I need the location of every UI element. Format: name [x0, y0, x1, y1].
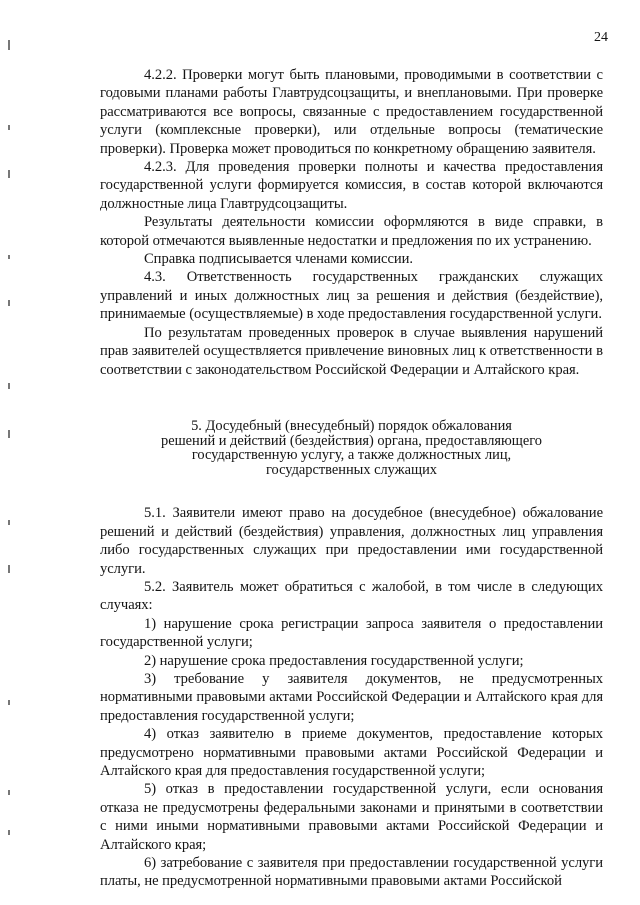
- list-item-2: 2) нарушение срока предоставления государственной услуги;: [144, 652, 524, 669]
- scan-mark: [8, 170, 10, 178]
- list-item-4: 4) отказ заявителю в приеме документов, предоставление которых предусмотрено нормативными правовыми актами Российской Федерации и Алтайского края для предоставления государственной услуги;: [100, 726, 603, 779]
- list-item-1: 1) нарушение срока регистрации запроса заявителя о предоставлении государственной услуги;: [100, 615, 603, 651]
- document-body: [100, 66, 603, 891]
- scan-mark: [8, 383, 10, 389]
- paragraph-4-2-3: 4.2.3. Для проведения проверки полноты и качества предоставления государственной услуги формируется комиссия, в состав которой включаются должностные лица Главтрудсоцзащиты.: [100, 159, 603, 212]
- paragraph-commission-results: Результаты деятельности комиссии оформляются в виде справки, в которой отмечаются выявленные недостатки и предложения по их устранению.: [100, 214, 603, 249]
- scan-mark: [8, 790, 10, 795]
- scan-mark: [8, 700, 10, 705]
- paragraph-4-3: 4.3. Ответственность государственных гражданских служащих управлений и иных должностных лиц за решения и действия (бездействие), принимаемые (осуществляемые) в ходе предоставления государственной услуги.: [100, 269, 603, 323]
- section-heading-line: государственных служащих: [265, 461, 437, 478]
- section-heading-line: 5. Досудебный (внесудебный) порядок обжалования: [191, 417, 512, 434]
- paragraph-liability: По результатам проведенных проверок в случае выявления нарушений прав заявителей осуществляется привлечение виновных лиц к ответственности в соответствии с законодательством Российской Федерации и Алтайского края.: [100, 324, 603, 378]
- paragraph-report-signed: Справка подписывается членами комиссии.: [144, 251, 414, 268]
- scan-mark: [8, 255, 10, 259]
- list-item-5: 5) отказ в предоставлении государственной услуги, если основания отказа не предусмотрены федеральными законами и принятыми в соответствии с ними иными нормативными правовыми актами Российской Федерации и Алтайского края;: [100, 781, 603, 853]
- page-number: 24: [594, 30, 608, 45]
- scan-mark: [8, 830, 10, 835]
- paragraph-4-2-2: 4.2.2. Проверки могут быть плановыми, проводимыми в соответствии с годовыми планами работы Главтрудсоцзащиты, и внеплановыми. При проверке рассматриваются все вопросы, связанные с предоставлением государственной услуги (комплексные проверки), или отдельные вопросы (тематические проверки). Проверка может проводиться по конкретному обращению заявителя.: [100, 67, 603, 157]
- scan-mark: [8, 125, 10, 130]
- scan-mark: [8, 40, 10, 50]
- list-item-6: 6) затребование с заявителя при предоставлении государственной услуги платы, не предусмотренной нормативными правовыми актами Российской: [100, 855, 603, 890]
- scan-mark: [8, 520, 10, 525]
- list-item-3: 3) требование у заявителя документов, не предусмотренных нормативными правовыми актами Российской Федерации и Алтайского края для предоставления государственной услуги;: [100, 670, 603, 724]
- paragraph-5-1: 5.1. Заявители имеют право на досудебное (внесудебное) обжалование решений и действий (бездействия) управления, должностных лиц управления либо государственных служащих при предоставлении ими государственной услуги.: [100, 505, 603, 577]
- scan-mark: [8, 565, 10, 573]
- paragraph-5-2: 5.2. Заявитель может обратиться с жалобой, в том числе в следующих случаях:: [100, 578, 603, 614]
- scan-mark: [8, 430, 10, 438]
- section-heading-line: государственную услугу, а также должностных лиц,: [191, 447, 512, 464]
- section-5-heading: [100, 419, 603, 477]
- scan-mark: [8, 300, 10, 306]
- section-heading-line: решений и действий (бездействия) органа, предоставляющего: [161, 432, 542, 449]
